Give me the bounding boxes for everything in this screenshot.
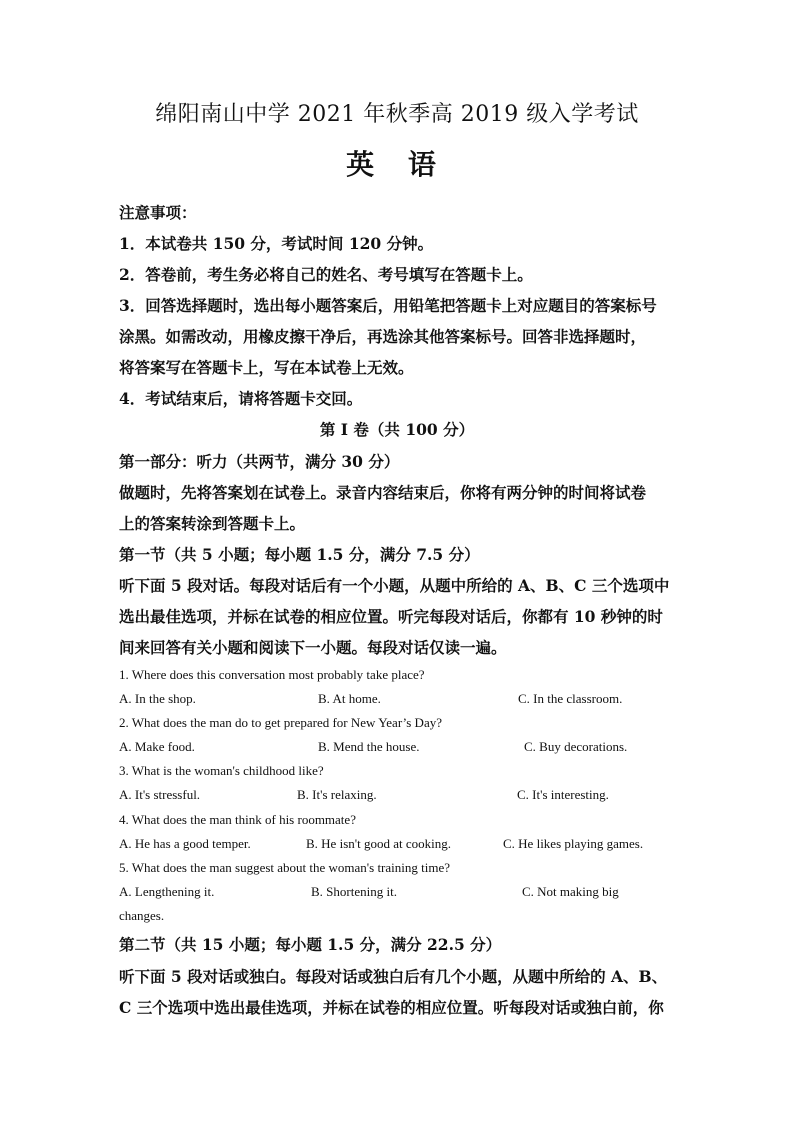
question-3-option-c: C. It's interesting. — [517, 787, 609, 802]
question-4-option-a: A. He has a good temper. — [119, 836, 251, 851]
notice-heading: 注意事项： — [119, 203, 197, 222]
notice-item-3-line-1: 3．回答选择题时，选出每小题答案后，用铅笔把答题卡上对应题目的答案标号 — [119, 296, 657, 315]
question-1-stem: 1. Where does this conversation most probably take place? — [119, 667, 425, 682]
section2-instruction-line-1: 听下面 5 段对话或独白。每段对话或独白后有几个小题，从题中所给的 A、B、 — [119, 967, 668, 986]
question-5-option-c: C. Not making big — [522, 884, 619, 899]
question-2-option-b: B. Mend the house. — [318, 739, 420, 754]
question-3-option-b: B. It's relaxing. — [297, 787, 377, 802]
question-2-option-a: A. Make food. — [119, 739, 195, 754]
question-4-option-b: B. He isn't good at cooking. — [306, 836, 451, 851]
question-3-stem: 3. What is the woman's childhood like? — [119, 763, 324, 778]
question-1-option-a: A. In the shop. — [119, 691, 196, 706]
section2-heading: 第二节（共 15 小题；每小题 1.5 分，满分 22.5 分） — [119, 935, 502, 954]
notice-item-2: 2．答卷前，考生务必将自己的姓名、考号填写在答题卡上。 — [119, 265, 533, 284]
notice-item-4: 4．考试结束后，请将答题卡交回。 — [119, 389, 363, 408]
question-1-option-b: B. At home. — [318, 691, 381, 706]
notice-item-3-line-2: 涂黑。如需改动，用橡皮擦干净后，再选涂其他答案标号。回答非选择题时， — [119, 327, 647, 346]
question-4-option-c: C. He likes playing games. — [503, 836, 644, 851]
question-5-stem: 5. What does the man suggest about the woman's training time? — [119, 860, 451, 875]
subject-title: 英 语 — [346, 148, 448, 181]
notice-item-1: 1．本试卷共 150 分，考试时间 120 分钟。 — [119, 234, 434, 253]
volume-title: 第 I 卷（共 100 分） — [319, 420, 475, 439]
question-2-stem: 2. What does the man do to get prepared for New Year’s Day? — [119, 715, 442, 730]
part1-intro-line-2: 上的答案转涂到答题卡上。 — [119, 514, 306, 533]
section1-instruction-line-1: 听下面 5 段对话。每段对话后有一个小题，从题中所给的 A、B、C 三个选项中 — [119, 576, 670, 595]
question-1-option-c: C. In the classroom. — [518, 691, 623, 706]
question-5-option-c-continued: changes. — [119, 908, 165, 923]
question-5-option-a: A. Lengthening it. — [119, 884, 215, 899]
section1-instruction-line-3: 间来回答有关小题和阅读下一小题。每段对话仅读一遍。 — [119, 638, 507, 657]
part1-intro-line-1: 做题时，先将答案划在试卷上。录音内容结束后，你将有两分钟的时间将试卷 — [119, 483, 647, 502]
notice-item-3-line-3: 将答案写在答题卡上，写在本试卷上无效。 — [119, 358, 414, 377]
exam-title: 绵阳南山中学 2021 年秋季高 2019 级入学考试 — [155, 102, 639, 127]
part1-heading: 第一部分：听力（共两节，满分 30 分） — [119, 452, 400, 471]
section1-instruction-line-2: 选出最佳选项，并标在试卷的相应位置。听完每段对话后，你都有 10 秒钟的时 — [119, 607, 663, 626]
section1-heading: 第一节（共 5 小题；每小题 1.5 分，满分 7.5 分） — [119, 545, 480, 564]
question-5-option-b: B. Shortening it. — [311, 884, 397, 899]
question-3-option-a: A. It's stressful. — [119, 787, 201, 802]
section2-instruction-line-2: C 三个选项中选出最佳选项，并标在试卷的相应位置。听每段对话或独白前，你 — [119, 998, 664, 1017]
question-4-stem: 4. What does the man think of his roommate? — [119, 812, 356, 827]
question-2-option-c: C. Buy decorations. — [524, 739, 628, 754]
